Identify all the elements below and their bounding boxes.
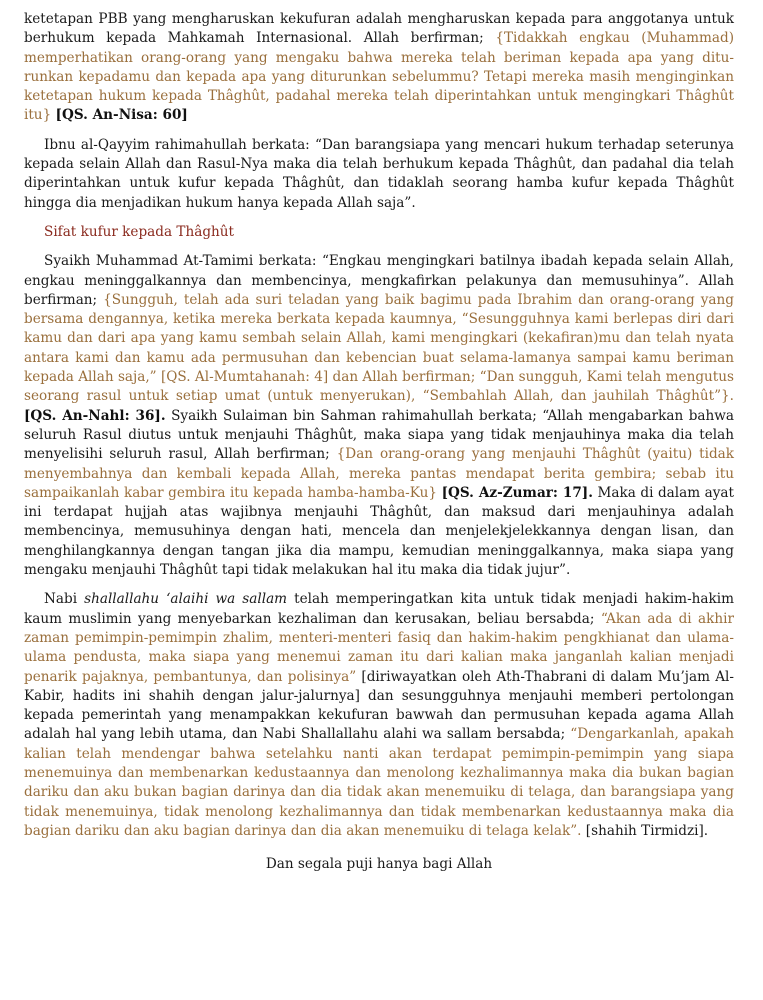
section-heading: Sifat kufur kepada Thâghût <box>44 223 234 240</box>
hadith-quote-2: “Dengarkanlah, apakah kalian telah mendengar bahwa setelahku nanti akan terdapat pemimpin-pemimpin yang siapa menemuinya dan membenarkan kedustaannya dan menolong kezhalimannya maka dia bukan bagian dariku dan aku bukan bagian darinya dan dia tidak akan menemuiku di telaga, dan barangsiapa yang tidak menemuinya, tidak menolong kezhalimannya dan tidak membenarkan kedustaannya maka dia bagian dariku dan aku bagian darinya dan dia akan menemuiku di telaga kelak”. <box>24 726 734 839</box>
quran-quote-az-zumar: {Dan orang-orang yang menjauhi Thâghût (yaitu) tidak menyembahnya dan kembali kepada Allah, mereka pantas mendapat berita gembira; sebab itu sampaikanlah kabar gembira itu kepada hamba-hamba-Ku} <box>24 446 734 501</box>
quran-quote-an-nisa: {Tidakkah engkau (Muhammad) memperhatikan orang-orang yang mengaku bahwa mereka telah beriman kepada apa yang diturunkan kepadamu dan kepada apa yang diturunkan sebelummu? Tetapi mereka masih menginginkan ketetapan hukum kepada Thâghût, padahal mereka telah diperintahkan untuk mengingkari Thâghût itu} <box>24 30 735 124</box>
verse-reference: [QS. An-Nahl: 36]. <box>24 407 166 424</box>
paragraph-4-text: Nabi <box>44 591 85 608</box>
hadith-source: [shahih Tirmidzi]. <box>581 822 709 839</box>
paragraph-3 <box>24 252 734 580</box>
paragraph-4-text: [diriwayatkan oleh Ath-Thabrani di dalam Mu’jam Al-Kabir, hadits ini shahih dengan jalur-jalurnya] dan sesungguhnya menjauhi memberi pertolongan kepada pemerintah yang menampakkan kekufuran bawwah dan permusuhan kepada agama Allah adalah hal yang lebih utama, dan Nabi Shallallahu alahi wa sallam bersabda; <box>24 668 734 743</box>
verse-reference: [QS. An-Nisa: 60] <box>55 107 188 124</box>
closing-line: Dan segala puji hanya bagi Allah <box>265 856 493 873</box>
paragraph-4-text: telah memperingatkan kita untuk tidak menjadi hakim-hakim kaum muslimin yang menyebarkan kezhaliman dan kerusakan, beliau bersabda; <box>24 591 734 627</box>
paragraph-3-text: Syaikh Muhammad At-Tamimi berkata: “Engkau mengingkari batilnya ibadah kepada selain Allah, engkau meninggalkannya dan membencinya, mengkafirkan pelakunya dan memusuhinya”. Allah berfirman; <box>24 253 734 308</box>
quran-quote-al-mumtahanah: {Sungguh, telah ada suri teladan yang baik bagimu pada Ibrahim dan orang-orang yang bersama dengannya, ketika mereka berkata kepada kaumnya, “Sesungguhnya kami berlepas diri dari kamu dan dari apa yang kamu sembah selain Allah, kami mengingkari (kekafiran)mu dan telah nyata antara kami dan kamu ada permusuhan dan kebencian buat selama-lamanya sampai kamu beriman kepada Allah saja,” [QS. Al-Mumtahanah: 4] dan Allah berfirman; “Dan sungguh, Kami telah mengutus seorang rasul untuk setiap umat (untuk menyerukan), “Sembahlah Allah, dan jauhilah Thâghût”}. <box>24 291 734 405</box>
paragraph-3-text: Syaikh Sulaiman bin Sahman rahimahullah berkata; “Allah mengabarkan bahwa seluruh Rasul diutus untuk menjauhi Thâghût, maka siapa yang tidak menjauhinya maka dia telah menyelisihi seluruh rasul, Allah berfirman; <box>24 407 734 463</box>
honorific-italic: shallallahu ‘alaihi wa sallam <box>84 591 288 608</box>
paragraph-2 <box>24 136 734 213</box>
paragraph-4 <box>24 590 734 841</box>
paragraph-2-text: Ibnu al-Qayyim rahimahullah berkata: “Dan barangsiapa yang mencari hukum terhadap seterunya kepada selain Allah dan Rasul-Nya maka dia telah berhukum kepada Thâghût, dan padahal dia telah diperintahkan untuk kufur kepada Thâghût, dan tidaklah seorang hamba kufur kepada Thâghût hingga dia menjadikan hukum hanya kepada Allah saja”. <box>24 136 734 211</box>
hadith-quote-1: “Akan ada di akhir zaman pemimpin-pemimpin zhalim, menteri-menteri fasiq dan hakim-hakim pengkhianat dan ulama-ulama pendusta, maka siapa yang menemui zaman itu dari kalian maka janganlah kalian menjadi penarik pajaknya, pembantunya, dan polisinya” <box>24 610 734 685</box>
paragraph-1 <box>24 10 734 126</box>
paragraph-1-text: ketetapan PBB yang mengharuskan kekufuran adalah mengharuskan kepada para anggotanya untuk berhukum kepada Mahkamah Internasional. Allah berfirman; <box>24 11 734 47</box>
verse-reference: [QS. Az-Zumar: 17]. <box>441 484 593 501</box>
paragraph-3-text: Maka di dalam ayat ini terdapat hujjah atas wajibnya menjauhi Thâghût, dan maksud dari menjauhinya adalah membencinya, memusuhinya dengan hati, mencela dan menjelekjelekkannya dengan lisan, dan menghilangkannya dengan tangan jika dia mampu, kemudian meninggalkannya, maka siapa yang mengaku menjauhi Thâghût tapi tidak melakukan hal itu maka dia tidak jujur”. <box>24 484 734 579</box>
